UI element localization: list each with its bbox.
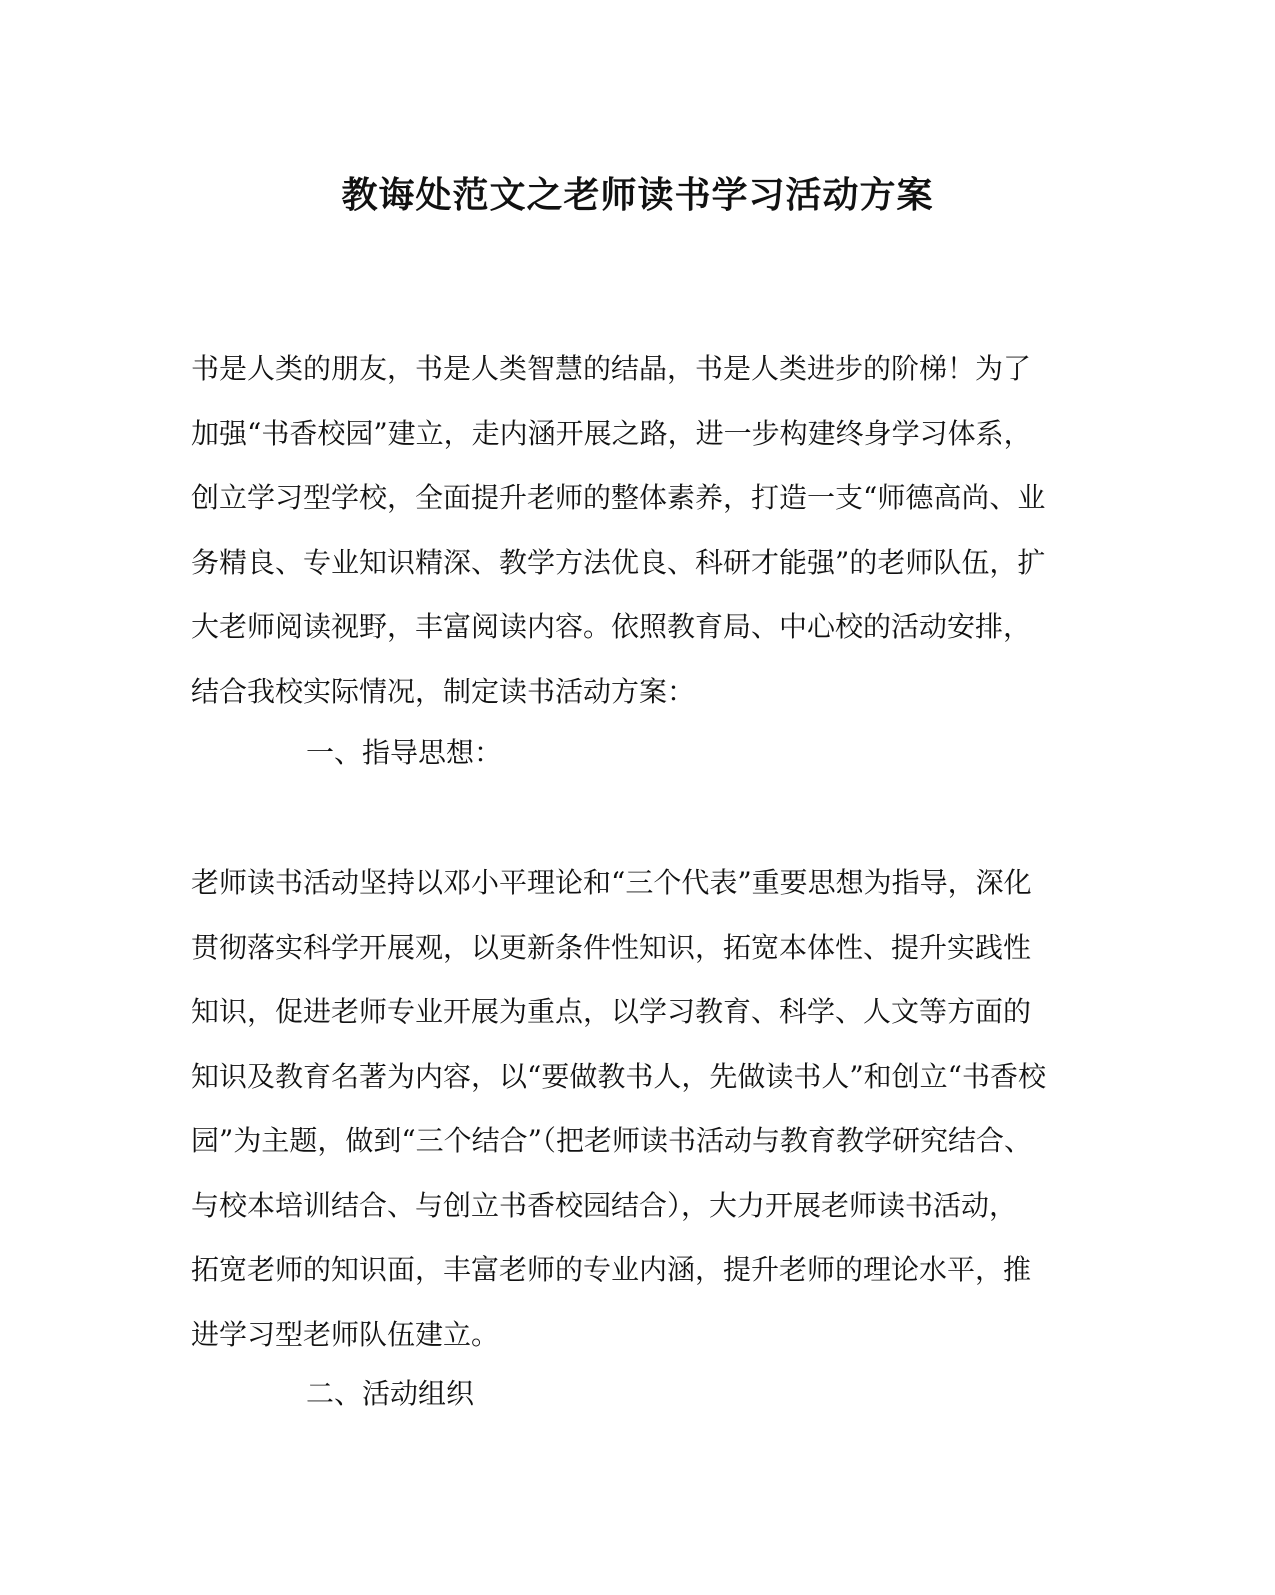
section-heading-guiding-ideology: 一、指导思想：	[306, 736, 503, 769]
document-title: 教诲处范文之老师读书学习活动方案	[341, 174, 934, 216]
paragraph-line: 务精良、专业知识精深、教学方法优良、科研才能强”的老师队伍，扩	[191, 545, 1046, 579]
paragraph-line: 园”为主题，做到“三个结合”（把老师读书活动与教育教学研究结合、	[191, 1124, 1032, 1157]
paragraph-line: 知识及教育名著为内容，以“要做教书人，先做读书人”和创立“书香校	[191, 1059, 1046, 1093]
paragraph-line: 创立学习型学校，全面提升老师的整体素养，打造一支“师德高尚、业	[191, 481, 1046, 514]
intro-paragraph	[191, 337, 1071, 724]
section-heading-activity-organization: 二、活动组织	[306, 1377, 475, 1410]
guiding-ideology-paragraph	[191, 851, 1071, 1367]
paragraph-line: 加强“书香校园”建立，走内涵开展之路，进一步构建终身学习体系，	[191, 416, 1032, 450]
paragraph-line: 知识，促进老师专业开展为重点，以学习教育、科学、人文等方面的	[191, 995, 1032, 1028]
paragraph-line: 与校本培训结合、与创立书香校园结合），大力开展老师读书活动，	[191, 1188, 1018, 1222]
paragraph-line: 大老师阅读视野，丰富阅读内容。依照教育局、中心校的活动安排，	[191, 610, 1032, 643]
paragraph-line: 老师读书活动坚持以邓小平理论和“三个代表”重要思想为指导，深化	[191, 866, 1032, 899]
paragraph-line: 进学习型老师队伍建立。	[191, 1317, 500, 1351]
paragraph-line: 贯彻落实科学开展观，以更新条件性知识，拓宽本体性、提升实践性	[191, 930, 1032, 964]
paragraph-line: 结合我校实际情况，制定读书活动方案：	[191, 674, 696, 708]
paragraph-line: 书是人类的朋友，书是人类智慧的结晶，书是人类进步的阶梯！为了	[191, 352, 1032, 385]
paragraph-line: 拓宽老师的知识面，丰富老师的专业内涵，提升老师的理论水平，推	[191, 1253, 1032, 1286]
